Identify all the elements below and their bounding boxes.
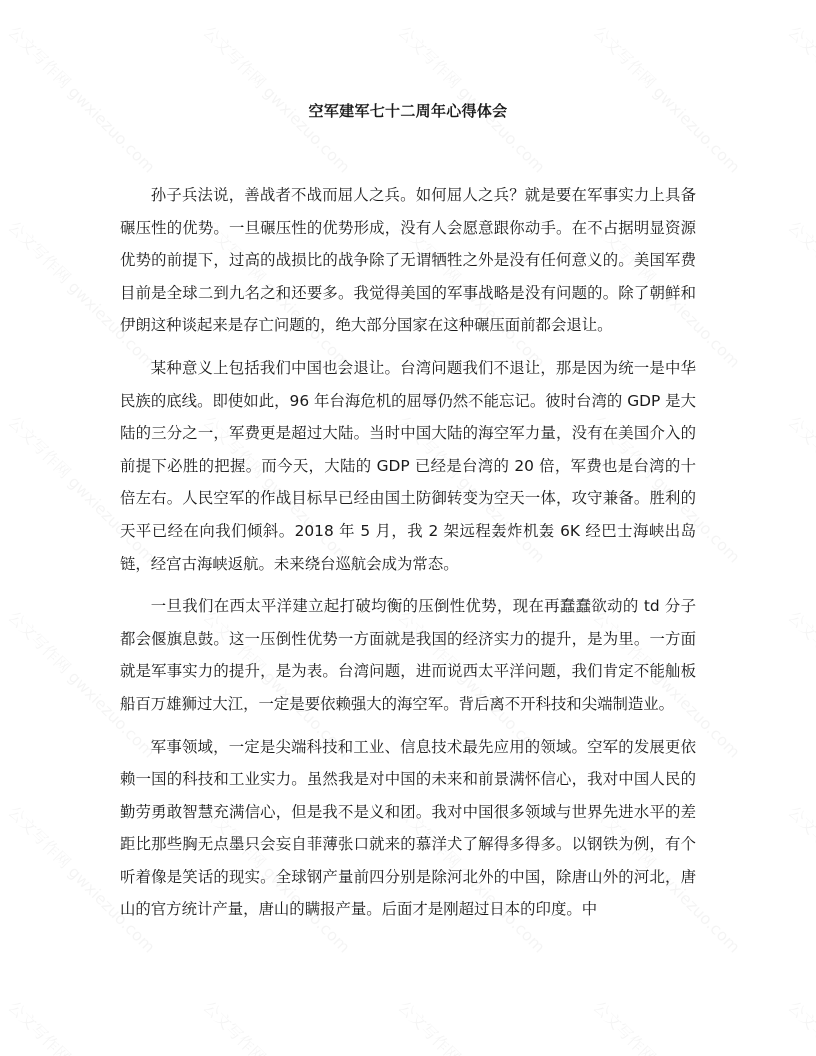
- watermark-text: [394, 995, 551, 1056]
- watermark-text: [784, 995, 816, 1056]
- paragraph-4: 军事领域，一定是尖端科技和工业、信息技术最先应用的领域。空军的发展更依赖一国的科技和工业实力。虽然我是对中国的未来和前景满怀信心，我对中国人民的勤劳勇敢智慧充满信心，但是我不是义和团。我对中国很多领域与世界先进水平的差距比那些胸无点墨只会妄自菲薄张口就来的慕洋犬了解得多得多。以钢铁为例，有个听着像是笑话的现实。全球钢产量前四分别是除河北外的中国，除唐山外的河北，唐山的官方统计产量，唐山的瞒报产量。后面才是刚超过日本的印度。中: [120, 737, 696, 919]
- paragraph-1: 孙子兵法说，善战者不战而屈人之兵。如何屈人之兵？就是要在军事实力上具备碾压性的优势。一旦碾压性的优势形成，没有人会愿意跟你动手。在不占据明显资源优势的前提下，过高的战损比的战争除了无谓牺牲之外是没有任何意义的。美国军费目前是全球二到九名之和还要多。我觉得美国的军事战略是没有问题的。除了朝鲜和伊朗这种谈起来是存亡问题的，绝大部分国家在这种碾压面前都会退让。: [120, 186, 696, 335]
- document-title: 空军建军七十二周年心得体会: [308, 102, 508, 120]
- watermark-text: [394, 20, 551, 177]
- watermark-text: [784, 605, 816, 762]
- watermark-text: [199, 20, 356, 177]
- watermark-text: [589, 20, 746, 177]
- watermark-text: [784, 800, 816, 957]
- watermark-text: [784, 410, 816, 567]
- watermark-text: [784, 215, 816, 372]
- watermark-text: [4, 995, 161, 1056]
- watermark-text: [784, 20, 816, 177]
- watermark-text: [199, 995, 356, 1056]
- watermark-text: [589, 995, 746, 1056]
- paragraph-2: 某种意义上包括我们中国也会退让。台湾问题我们不退让，那是因为统一是中华民族的底线。即使如此，96 年台海危机的屈辱仍然不能忘记。彼时台湾的 GDP 是大陆的三分之一，军费更是超过大陆。当时中国大陆的海空军力量，没有在美国介入的前提下必胜的把握。而今天，大陆的 GDP 已经是台湾的 20 倍，军费也是台湾的十倍左右。人民空军的作战目标早已经由国土防御转变为空天一体，攻守兼备。胜利的天平已经在向我们倾斜。2018 年 5 月，我 2 架远程轰炸机轰 6K 经巴士海峡出岛链，经宫古海峡返航。未来绕台巡航会成为常态。: [120, 358, 696, 573]
- document-body: [120, 179, 696, 936]
- paragraph-3: 一旦我们在西太平洋建立起打破均衡的压倒性优势，现在再蠢蠢欲动的 td 分子都会偃旗息鼓。这一压倒性优势一方面就是我国的经济实力的提升，是为里。一方面就是军事实力的提升，是为表。台湾问题，进而说西太平洋问题，我们肯定不能舢板船百万雄狮过大江，一定是要依赖强大的海空军。背后离不开科技和尖端制造业。: [120, 597, 696, 713]
- watermark-text: [4, 20, 161, 177]
